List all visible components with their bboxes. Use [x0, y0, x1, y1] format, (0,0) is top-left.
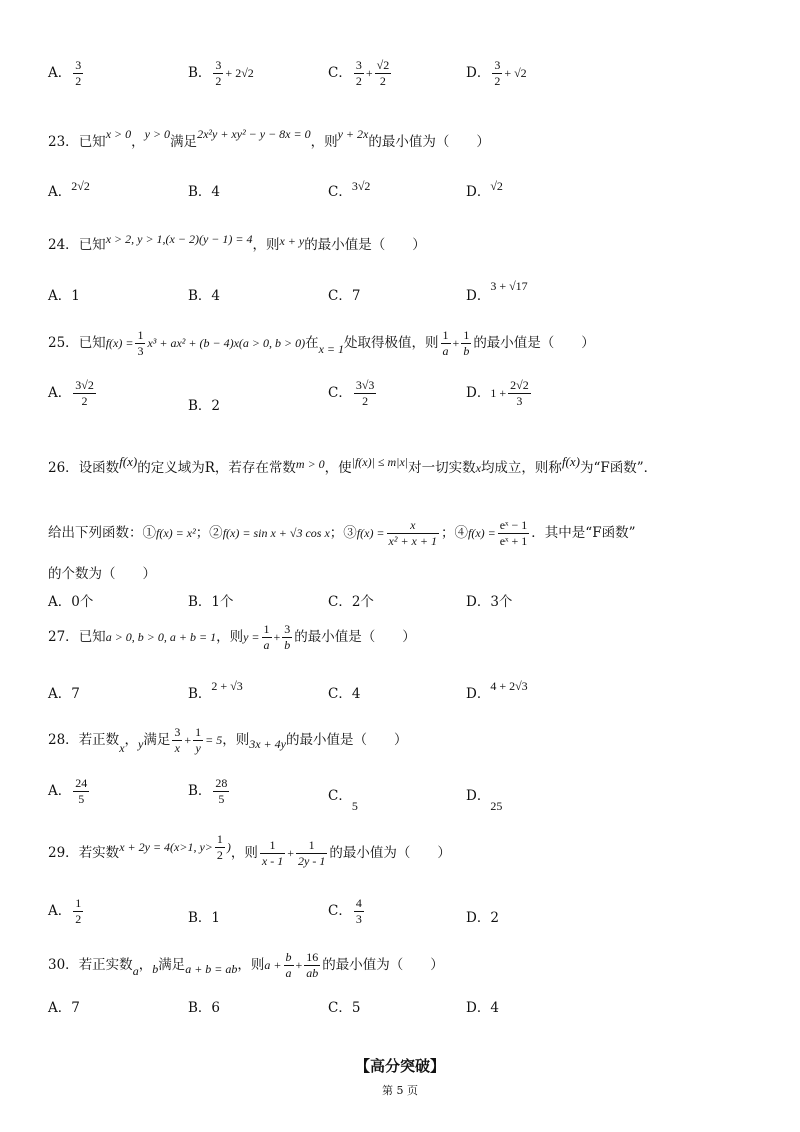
q26-option-b: B．1个	[188, 594, 234, 610]
q26-option-d: D．3个	[466, 594, 513, 610]
q28-option-a: A． $\frac{24}{5}$	[48, 776, 88, 806]
q29-stem: 29．若实数x + 2y = 4(x>1, y> $\frac{1}{2}$ )，则 $\frac{1}{x - 1}$ + $\frac{1}{2y - 1}$ 的最小值为（ ）	[48, 832, 451, 868]
q24-option-a: A．1	[48, 288, 80, 304]
q22-option-c: C． $\frac{3}{2}$ + $\frac{√2}{2}$	[328, 58, 390, 88]
q24-option-d: D．3 + √17	[466, 279, 528, 304]
q24-option-c: C．7	[328, 288, 361, 304]
q23-option-b: B．4	[188, 184, 221, 200]
q25-option-c: C． $\frac{3√3}{2}$	[328, 378, 375, 408]
q25-option-b: B．2	[188, 398, 221, 414]
q27-option-a: A．7	[48, 686, 80, 702]
q27-option-d: D．4 + 2√3	[466, 679, 528, 702]
q22-option-b: B． $\frac{3}{2}$ + 2√2	[188, 58, 254, 88]
q22-option-a: A． $\frac{3}{2}$	[48, 58, 82, 88]
q29-option-c: C． $\frac{4}{3}$	[328, 896, 362, 926]
q24-option-b: B．4	[188, 288, 221, 304]
q23-stem: 23．已知x > 0，y > 0满足2x²y + xy² − y − 8x = 0，则y + 2x的最小值为（ ）	[48, 127, 490, 150]
q23-option-d: D．√2	[466, 179, 503, 200]
q28-option-d: D．25	[466, 788, 503, 813]
q27-stem: 27．已知a > 0, b > 0, a + b = 1，则y = $\frac{1}{a}$ + $\frac{3}{b}$ 的最小值是（ ）	[48, 622, 416, 652]
q28-stem: 28．若正数x，y满足 $\frac{3}{x}$ + $\frac{1}{y}$ = 5，则3x + 4y的最小值是（ ）	[48, 725, 408, 755]
q29-option-d: D．2	[466, 910, 499, 926]
q28-option-c: C．5	[328, 788, 358, 813]
q30-stem: 30．若正实数a，b满足a + b = ab，则a + $\frac{b}{a}$ + $\frac{16}{ab}$ 的最小值为（ ）	[48, 950, 444, 980]
q27-option-b: B．2 + √3	[188, 679, 243, 702]
section-heading: 【高分突破】	[354, 1057, 445, 1075]
q23-option-c: C．3√2	[328, 179, 371, 200]
q26-option-a: A．0个	[48, 594, 94, 610]
q29-option-b: B．1	[188, 910, 221, 926]
q26-stem-line3: 的个数为（ ）	[48, 566, 156, 582]
q30-option-a: A．7	[48, 1000, 80, 1016]
q25-option-d: D．1 + $\frac{2√2}{3}$	[466, 378, 529, 408]
q25-stem: 25．已知f(x) = $\frac{1}{3}$ x³ + ax² + (b − 4)x(a > 0, b > 0)在x = 1处取得极值，则 $\frac{1}{a}$ + $\frac{1}{b}$ 的最小值是（ ）	[48, 328, 595, 358]
page-number: 第 5 页	[382, 1084, 418, 1097]
q25-option-a: A． $\frac{3√2}{2}$	[48, 378, 94, 408]
q30-option-b: B．6	[188, 1000, 221, 1016]
q30-option-d: D．4	[466, 1000, 499, 1016]
q30-option-c: C．5	[328, 1000, 361, 1016]
q29-option-a: A． $\frac{1}{2}$	[48, 896, 82, 926]
q26-stem-line1: 26．设函数f(x)的定义域为R，若存在常数m > 0，使|f(x)| ≤ m|x|对一切实数x均成立，则称f(x)为“F函数”．	[48, 454, 658, 476]
q24-stem: 24．已知x > 2, y > 1,(x − 2)(y − 1) = 4，则x + y的最小值是（ ）	[48, 232, 426, 253]
q28-option-b: B． $\frac{28}{5}$	[188, 776, 228, 806]
q26-option-c: C．2个	[328, 594, 374, 610]
q23-option-a: A．2√2	[48, 179, 90, 200]
q27-option-c: C．4	[328, 686, 361, 702]
q26-stem-line2: 给出下列函数：①f(x) = x²；②f(x) = sin x + √3 cos x；③f(x) = $\frac{x}{\text{x² + x + 1}}$ ；④f(x) = $\frac{\text{eˣ − 1}}{\text{eˣ + 1}}$ ．其中是“F函数”	[48, 518, 636, 548]
q22-option-d: D． $\frac{3}{2}$ + √2	[466, 58, 527, 88]
